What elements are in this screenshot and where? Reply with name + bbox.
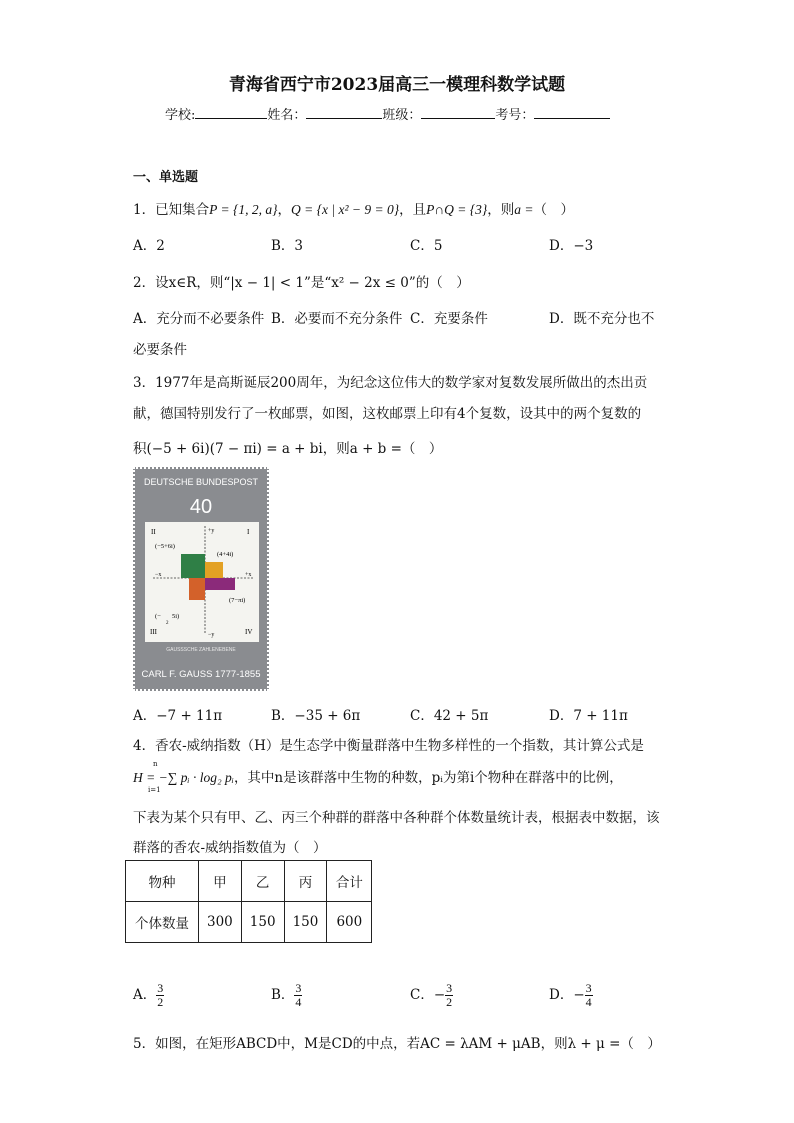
question-3-line-3: 积(−5 + 6i)(7 − πi) = a + bi，则a + b =（ ） xyxy=(133,441,443,457)
axis-minus-x: −x xyxy=(155,572,162,578)
table-cell: 丙 xyxy=(284,861,327,902)
q1-option-a[interactable]: A．2 xyxy=(133,238,165,254)
q3-option-a[interactable]: A．−7 + 11π xyxy=(133,708,223,724)
q4-option-a-label: A． xyxy=(133,987,157,1003)
fraction-denominator: 2 xyxy=(157,995,164,1009)
q4-option-b[interactable] xyxy=(271,982,302,1009)
table-cell: 物种 xyxy=(126,861,199,902)
q2-option-a[interactable]: A．充分而不必要条件 xyxy=(133,311,265,327)
q1-stem-b: ， xyxy=(277,202,292,218)
quadrant-4: IV xyxy=(245,628,253,636)
number-blank[interactable] xyxy=(534,106,610,119)
class-blank[interactable] xyxy=(421,106,495,119)
population-table xyxy=(125,860,372,943)
q4-line-2-rest: ，其中n是该群落中生物的种数，pᵢ为第i个物种在群落中的比例， xyxy=(233,770,623,786)
fraction-numerator: 3 xyxy=(446,981,453,995)
stamp-caption: GAUSSSCHE ZAHLENEBENE xyxy=(166,647,236,653)
q1-stem-d: ，则 xyxy=(487,202,515,218)
fraction-numerator: 3 xyxy=(157,981,164,995)
name-label: 姓名： xyxy=(267,108,307,123)
table-row xyxy=(126,861,372,902)
q4-option-d[interactable] xyxy=(549,982,593,1009)
q4-option-a[interactable] xyxy=(133,982,164,1009)
question-4-line-1: 4．香农-威纳指数（H）是生态学中衡量群落中生物多样性的一个指数，其计算公式是 xyxy=(133,738,644,754)
question-4-line-4: 群落的香农-威纳指数值为（ ） xyxy=(133,840,327,856)
q4-option-d-label: D． xyxy=(549,987,574,1003)
q2-option-b[interactable]: B．必要而不充分条件 xyxy=(271,311,403,327)
q3-option-c[interactable]: C．42 + 5π xyxy=(410,708,489,724)
q3-option-d[interactable]: D．7 + 11π xyxy=(549,708,628,724)
q2-option-c[interactable]: C．充要条件 xyxy=(410,311,488,327)
q1-option-d[interactable]: D．−3 xyxy=(549,238,594,254)
q4-sum-lower: i=1 xyxy=(148,786,161,794)
table-cell: 合计 xyxy=(327,861,372,902)
axis-plus-y: +y xyxy=(208,528,215,534)
question-3-line-1: 3．1977年是高斯诞辰200周年，为纪念这位伟大的数学家对复数发展所做出的杰出贡 xyxy=(133,375,648,391)
label-neg5-6i: (−5+6i) xyxy=(155,543,175,550)
section-heading: 一、单选题 xyxy=(133,170,199,185)
q1-option-c[interactable]: C．5 xyxy=(410,238,443,254)
label-4-4i: (4+4i) xyxy=(217,551,234,558)
question-4-line-2 xyxy=(133,766,623,794)
table-cell: 150 xyxy=(284,902,327,943)
fraction-numerator: 3 xyxy=(585,981,592,995)
q2-option-d-wrap: 必要条件 xyxy=(133,342,187,358)
name-blank[interactable] xyxy=(306,106,382,119)
q1-condition: P∩Q = {3} xyxy=(426,202,488,217)
q1-stem-a: 1．已知集合 xyxy=(133,202,210,218)
label-neg-5-2-5i-a: (− xyxy=(155,613,161,620)
question-4-line-3: 下表为某个只有甲、乙、丙三个种群的群落中各种群个体数量统计表，根据表中数据，该 xyxy=(133,810,660,826)
student-info-line xyxy=(165,104,610,123)
fraction-numerator: 3 xyxy=(295,981,302,995)
class-label: 班级： xyxy=(382,108,422,123)
complex-plane-panel xyxy=(145,522,259,642)
square-orange xyxy=(205,562,223,578)
q1-option-b[interactable]: B．3 xyxy=(271,238,304,254)
q2-option-d[interactable]: D．既不充分也不 xyxy=(549,311,655,327)
gauss-stamp-image xyxy=(133,467,269,691)
question-2: 2．设x∈R，则“|x − 1| < 1”是“x² − 2x ≤ 0”的（ ） xyxy=(133,275,470,291)
school-label: 学校: xyxy=(165,108,196,123)
q1-set-q: Q = {x | x² − 9 = 0} xyxy=(291,202,400,217)
rect-purple xyxy=(205,578,235,590)
q4-sum-upper: n xyxy=(153,760,158,768)
q4-option-c-fraction xyxy=(445,982,453,1009)
number-label: 考号： xyxy=(495,108,535,123)
question-3-line-2: 献，德国特别发行了一枚邮票，如图，这枚邮票上印有4个复数，设其中的两个复数的 xyxy=(133,406,642,422)
table-cell: 600 xyxy=(327,902,372,943)
label-neg-5-2-5i-c: 5i) xyxy=(172,613,180,620)
table-cell: 个体数量 xyxy=(126,902,199,943)
table-row xyxy=(126,902,372,943)
quadrant-3: III xyxy=(150,628,157,636)
complex-plane-diagram xyxy=(145,522,259,642)
q1-variable: a = xyxy=(514,202,534,217)
fraction-denominator: 4 xyxy=(295,995,302,1009)
q4-option-a-fraction xyxy=(156,982,164,1009)
q4-option-c-label: C． xyxy=(410,987,434,1003)
table-cell: 乙 xyxy=(241,861,284,902)
table-cell: 150 xyxy=(241,902,284,943)
stamp-header: DEUTSCHE BUNDESPOST xyxy=(143,477,259,487)
q3-option-b[interactable]: B．−35 + 6π xyxy=(271,708,361,724)
label-neg-5-2-5i-b: 2 xyxy=(166,621,169,626)
fraction-denominator: 4 xyxy=(585,995,592,1009)
q4-formula: H = −∑ pᵢ · log₂ pᵢ xyxy=(133,770,234,785)
q1-paren: （ ） xyxy=(533,202,575,218)
axis-plus-x: +x xyxy=(245,572,252,578)
q4-option-d-sign: − xyxy=(573,987,585,1003)
school-blank[interactable] xyxy=(195,106,267,119)
rect-red xyxy=(189,578,205,600)
q4-option-b-fraction xyxy=(294,982,302,1009)
stamp-name: CARL F. GAUSS 1777-1855 xyxy=(141,669,261,680)
quadrant-2: II xyxy=(151,528,156,536)
stamp-value: 40 xyxy=(189,496,213,518)
axis-minus-y: −y xyxy=(208,632,215,638)
q1-stem-c: ，且 xyxy=(399,202,427,218)
q4-option-d-fraction xyxy=(585,982,593,1009)
table-cell: 300 xyxy=(199,902,242,943)
table-cell: 甲 xyxy=(199,861,242,902)
fraction-denominator: 2 xyxy=(446,995,453,1009)
page-title: 青海省西宁市2023届高三一模理科数学试题 xyxy=(228,75,566,95)
q4-option-b-label: B． xyxy=(271,987,295,1003)
question-5: 5．如图，在矩形ABCD中，M是CD的中点，若AC = λAM + μAB，则λ + μ =（ ） xyxy=(133,1036,661,1052)
quadrant-1: I xyxy=(247,528,250,536)
q4-option-c-sign: − xyxy=(433,987,446,1003)
q4-option-c[interactable] xyxy=(410,982,453,1009)
question-1 xyxy=(133,198,574,218)
label-7-pi-i: (7−πi) xyxy=(229,597,246,604)
square-green xyxy=(181,554,205,578)
q1-set-p: P = {1, 2, a} xyxy=(209,202,278,217)
